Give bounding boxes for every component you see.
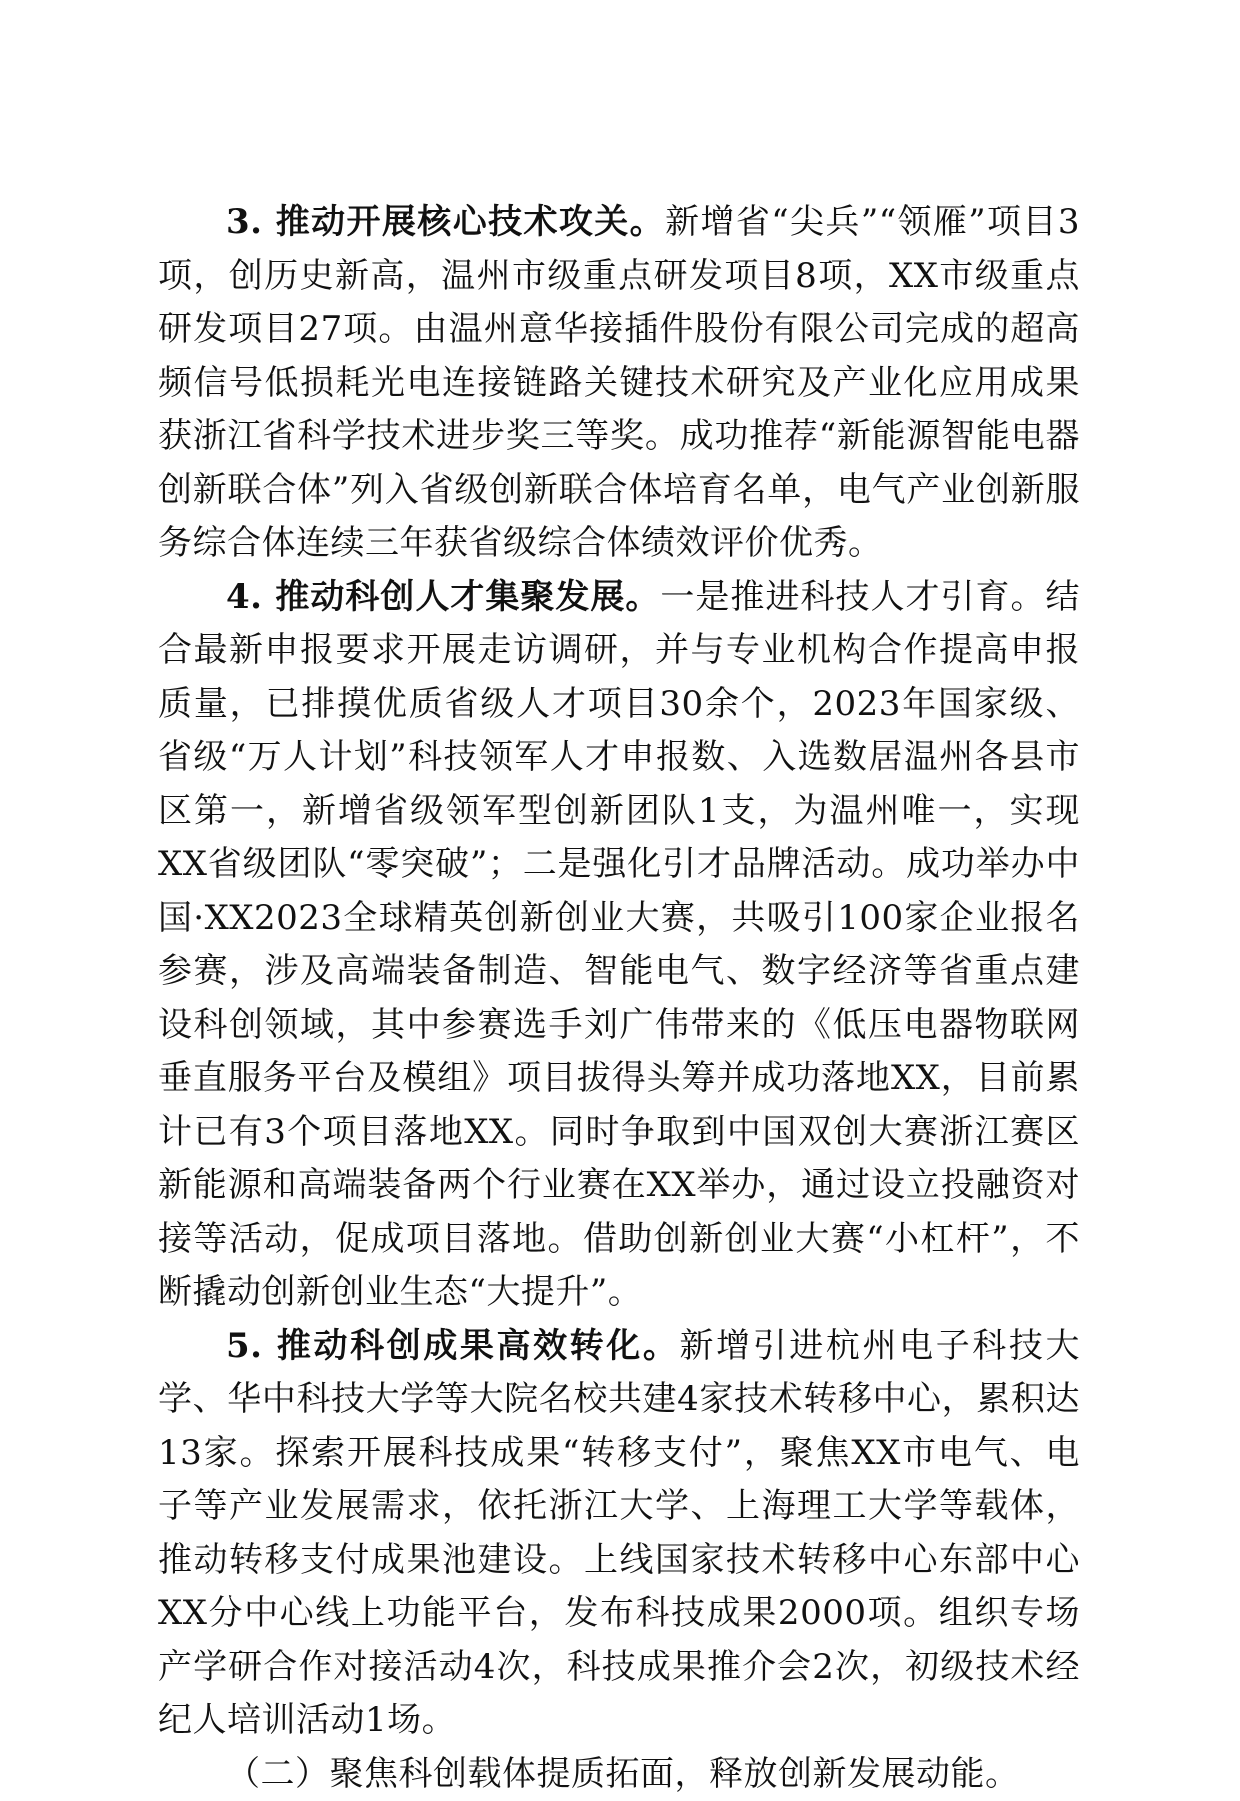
paragraph-text: 新增引进杭州电子科技大学、华中科技大学等大院名校共建4家技术转移中心，累积达13家。探索开展科技成果“转移支付”，聚焦XX市电气、电子等产业发展需求，依托浙江大学、上海理工大学等载体，推动转移支付成果池建设。上线国家技术转移中心东部中心XX分中心线上功能平台，发布科技成果2000项。组织专场产学研合作对接活动4次，科技成果推介会2次，初级技术经纪人培训活动1场。 bbox=[158, 1326, 1080, 1741]
paragraph-text: 新增省“尖兵”“领雁”项目3项，创历史新高，温州市级重点研发项目8项，XX市级重点研发项目27项。由温州意华接插件股份有限公司完成的超高频信号低损耗光电连接链路关键技术研究及产业化应用成果获浙江省科学技术进步奖三等奖。成功推荐“新能源智能电器创新联合体”列入省级创新联合体培育名单，电气产业创新服务综合体连续三年获省级综合体绩效评价优秀。 bbox=[158, 202, 1080, 563]
paragraph-core-tech bbox=[158, 196, 1080, 571]
paragraph-achievement-transfer bbox=[158, 1320, 1080, 1748]
paragraph-lead: 5. 推动科创成果高效转化。 bbox=[226, 1326, 680, 1366]
paragraph-text: 一是推进科技人才引育。结合最新申报要求开展走访调研，并与专业机构合作提高申报质量，已排摸优质省级人才项目30余个，2023年国家级、省级“万人计划”科技领军人才申报数、入选数居温州各县市区第一，新增省级领军型创新团队1支，为温州唯一，实现XX省级团队“零突破”；二是强化引才品牌活动。成功举办中国·XX2023全球精英创新创业大赛，共吸引100家企业报名参赛，涉及高端装备制造、智能电气、数字经济等省重点建设科创领域，其中参赛选手刘广伟带来的《低压电器物联网垂直服务平台及模组》项目拔得头筹并成功落地XX，目前累计已有3个项目落地XX。同时争取到中国双创大赛浙江赛区新能源和高端装备两个行业赛在XX举办，通过设立投融资对接等活动，促成项目落地。借助创新创业大赛“小杠杆”，不断撬动创新创业生态“大提升”。 bbox=[158, 577, 1080, 1313]
section-heading: （二）聚焦科创载体提质拓面，释放创新发展动能。 bbox=[158, 1748, 1080, 1801]
paragraph-lead: 4. 推动科创人才集聚发展。 bbox=[226, 577, 660, 617]
document-body bbox=[158, 196, 1080, 1801]
paragraph-talent bbox=[158, 571, 1080, 1320]
paragraph-lead: 3. 推动开展核心技术攻关。 bbox=[226, 202, 665, 242]
